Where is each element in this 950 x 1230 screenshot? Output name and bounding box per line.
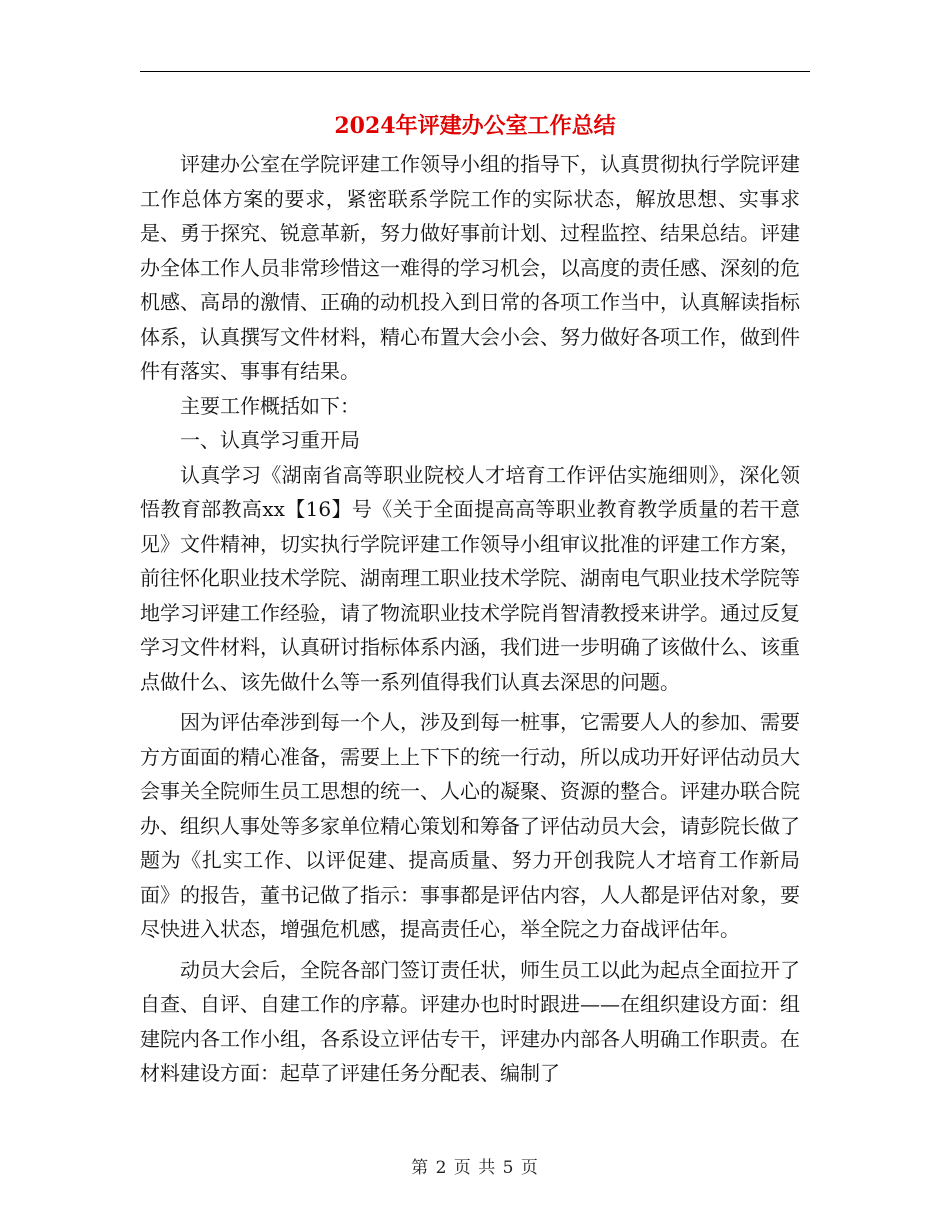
page-number-label: 第 2 页 共 5 页 (411, 1158, 539, 1178)
paragraph-mobilization: 因为评估牵涉到每一个人，涉及到每一桩事，它需要人人的参加、需要方方面面的精心准备，需要上上下下的统一行动，所以成功开好评估动员大会事关全院师生员工思想的统一、人心的凝聚、资源的整合。评建办联合院办、组织人事处等多家单位精心策划和筹备了评估动员大会，请彭院长做了题为《扎实工作、以评促建、提高质量、努力开创我院人才培育工作新局面》的报告，董书记做了指示：事事都是评估内容，人人都是评估对象，要尽快进入状态，增强危机感，提高责任心，举全院之力奋战评估年。 (140, 710, 800, 941)
page-footer (0, 1153, 950, 1178)
section-heading-1: 一、认真学习重开局 (180, 428, 360, 452)
paragraph-after-meeting: 动员大会后，全院各部门签订责任状，师生员工以此为起点全面拉开了自查、自评、自建工作的序幕。评建办也时时跟进——在组织建设方面：组建院内各工作小组，各系设立评估专干，评建办内部各人明确工作职责。在材料建设方面：起草了评建任务分配表、编制了 (140, 957, 800, 1085)
paragraph-study: 认真学习《湖南省高等职业院校人才培育工作评估实施细则》，深化领悟教育部教高xx【16】号《关于全面提高高等职业教育教学质量的若干意见》文件精神，切实执行学院评建工作领导小组审议批准的评建工作方案，前往怀化职业技术学院、湖南理工职业技术学院、湖南电气职业技术学院等地学习评建工作经验，请了物流职业技术学院肖智清教授来讲学。通过反复学习文件材料，认真研讨指标体系内涵，我们进一步明确了该做什么、该重点做什么、该先做什么等一系列值得我们认真去深思的问题。 (140, 462, 800, 694)
header-rule (140, 71, 810, 72)
paragraph-intro: 评建办公室在学院评建工作领导小组的指导下，认真贯彻执行学院评建工作总体方案的要求，紧密联系学院工作的实际状态，解放思想、实事求是、勇于探究、锐意革新，努力做好事前计划、过程监控、结果总结。评建办全体工作人员非常珍惜这一难得的学习机会，以高度的责任感、深刻的危机感、高昂的激情、正确的动机投入到日常的各项工作当中，认真解读指标体系，认真撰写文件材料，精心布置大会小会、努力做好各项工作，做到件件有落实、事事有结果。 (140, 152, 800, 383)
document-body (140, 147, 800, 1091)
document-title: 2024年评建办公室工作总结 (334, 113, 616, 139)
paragraph-summary-lead: 主要工作概括如下： (180, 393, 360, 418)
